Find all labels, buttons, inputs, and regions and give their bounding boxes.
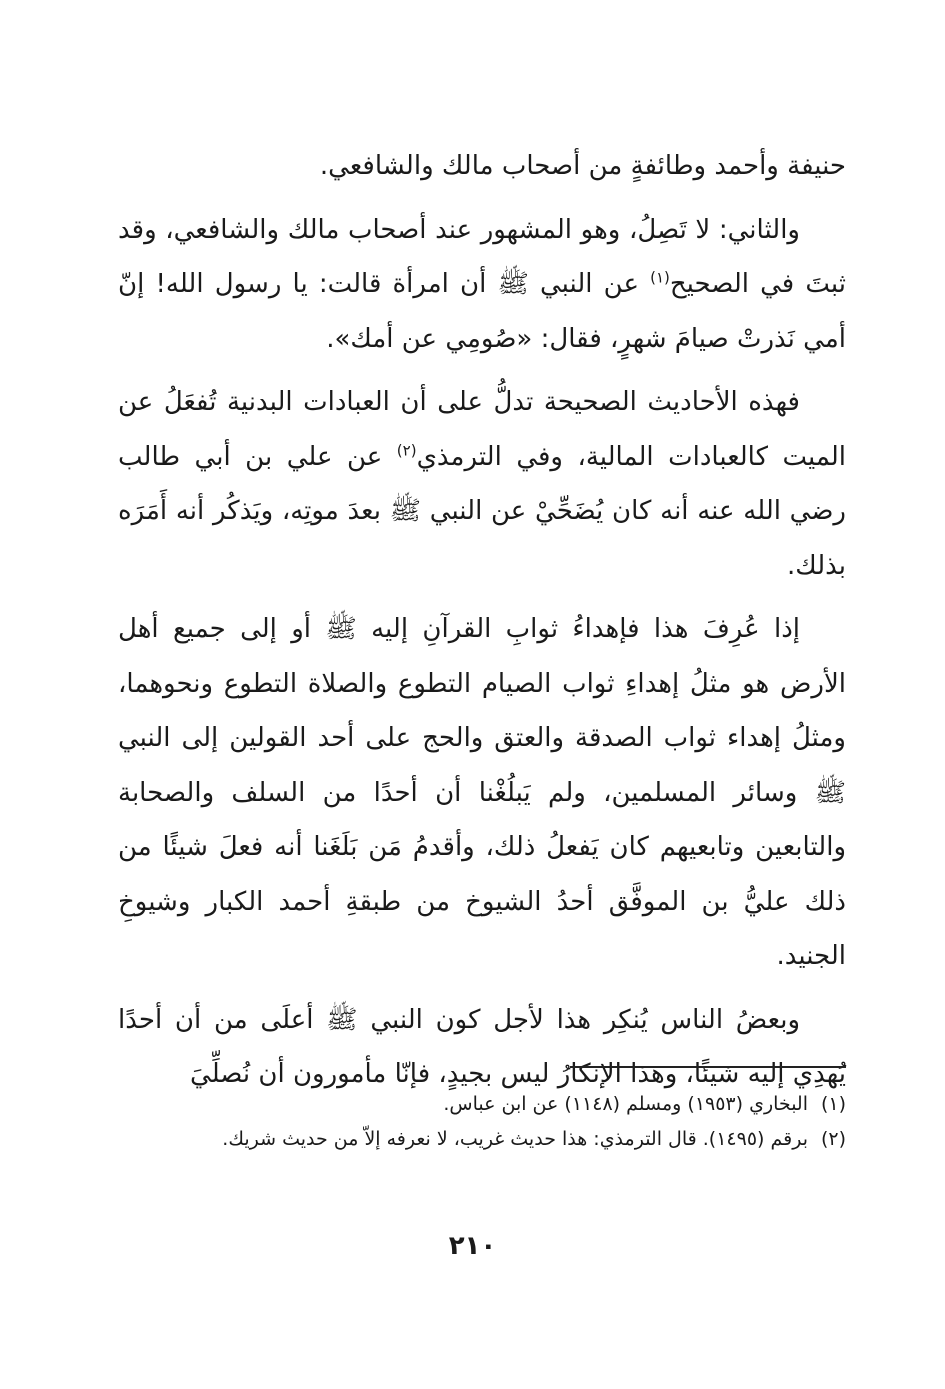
footnote-2-text: برقم (١٤٩٥). قال الترمذي: هذا حديث غريب، لا نعرفه إلاّ من حديث شريك. — [222, 1128, 808, 1150]
footnote-1 — [122, 1088, 846, 1121]
paragraph-3-text-before: فهذه الأحاديث الصحيحة تدلُّ على أن العبادات البدنية تُفعَلُ عن الميت كالعبادات المالية، وفي الترمذي — [118, 387, 846, 472]
footnote-2 — [122, 1123, 846, 1156]
page-number: ٢١٠ — [448, 1231, 497, 1261]
footnote-1-text: البخاري (١٩٥٣) ومسلم (١١٤٨) عن ابن عباس. — [443, 1093, 808, 1115]
paragraph-2 — [118, 203, 846, 367]
paragraph-3-text-after: عن علي بن أبي طالب رضي الله عنه أنه كان يُضَحِّيْ عن النبي ﷺ بعدَ موتِه، ويَذكُر أنه أَمَرَه بذلك. — [118, 441, 846, 581]
paragraph-3 — [118, 375, 846, 593]
footnote-divider — [570, 1066, 846, 1068]
paragraph-4: إذا عُرِفَ هذا فإهداءُ ثوابِ القرآنِ إليه ﷺ أو إلى جميع أهل الأرض هو مثلُ إهداءِ ثواب الصيام التطوع والصلاة التطوع ونحوهما، ومثلُ إهداء ثواب الصدقة والعتق والحج على أحد القولين إلى النبي ﷺ وسائر المسلمين، ولم يَبلُغْنا أن أحدًا من السلف والصحابة والتابعين وتابعيهم كان يَفعلُ ذلك، وأقدمُ مَن بَلَغَنا أنه فعلَ شيئًا من ذلك عليُّ بن الموفَّق أحدُ الشيوخ من طبقةِ أحمد الكبار وشيوخِ الجنيد. — [118, 614, 846, 971]
footnote-ref-1[interactable]: (١) — [650, 268, 670, 287]
paragraph-2-text-before: والثاني: لا تَصِلُ، وهو المشهور عند أصحاب مالك والشافعي، وقد ثبتَ في الصحيح — [118, 214, 846, 299]
footnote-1-number: (١) — [820, 1093, 846, 1115]
main-text — [118, 139, 846, 1111]
footnotes — [122, 1088, 846, 1158]
paragraph-1: حنيفة وأحمد وطائفةٍ من أصحاب مالك والشافعي. — [319, 151, 846, 181]
paragraph-5: وبعضُ الناس يُنكِر هذا لأجل كون النبي ﷺ أعلَى من أن أحدًا يُهدِي إليه شيئًا، وهذا الإنكارُ ليس بجيدٍ، فإنّا مأمورون أن نُصلِّيَ — [118, 1004, 846, 1089]
paragraph-2-text-after: عن النبي ﷺ أن امرأة قالت: يا رسول الله! إنّ أمي نَذرتْ صيامَ شهرٍ، فقال: «صُومِي عن أمك». — [118, 269, 846, 354]
footnote-ref-2[interactable]: (٢) — [396, 440, 417, 459]
footnote-2-number: (٢) — [820, 1128, 846, 1150]
